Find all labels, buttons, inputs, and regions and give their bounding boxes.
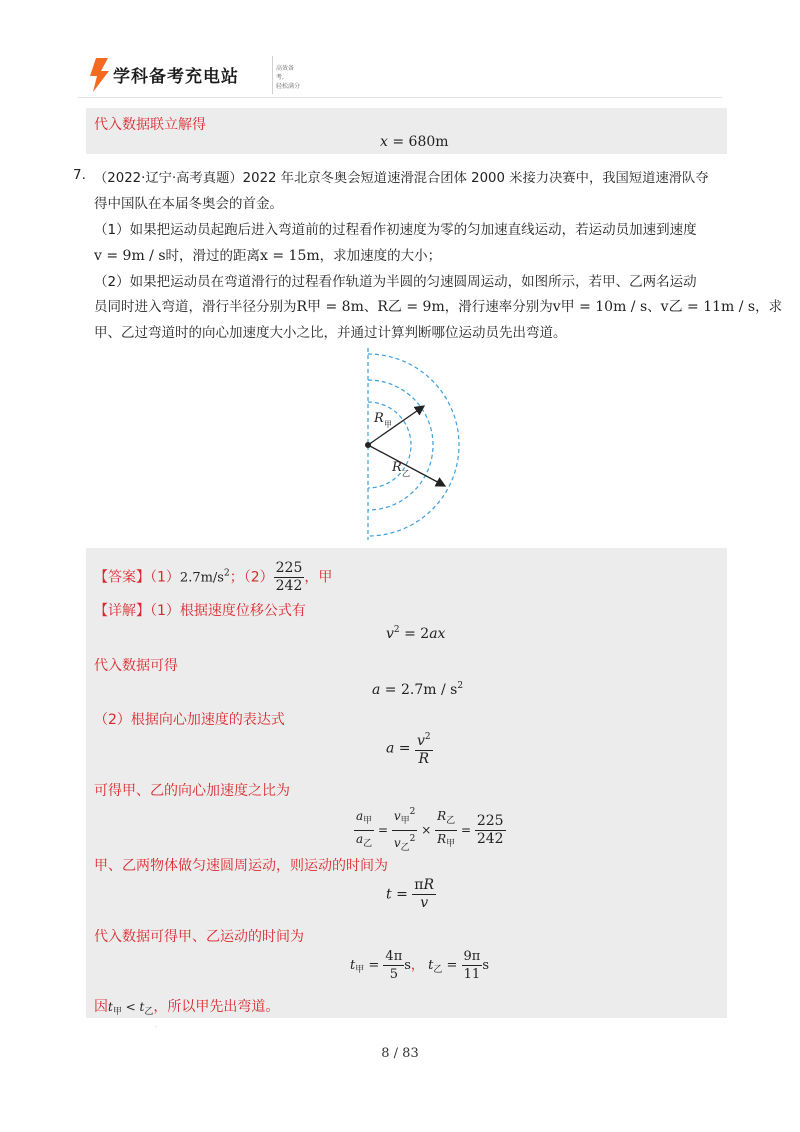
prev-solution-label: 代入数据联立解得 — [94, 117, 206, 133]
question-line1: （2022·辽宁·高考真题）2022 年北京冬奥会短道速滑混合团体 2000 米接力决赛中，我国短道速滑队夺 — [94, 171, 709, 186]
detail-conclusion: 因$t_甲 < t_乙$，所以甲先出弯道。 — [94, 999, 280, 1017]
equation-acceleration: $a = 2.7m / s^2$ — [372, 681, 464, 698]
detail-step2: 代入数据可得 — [94, 658, 178, 674]
prev-solution-equation: x = 680m — [380, 134, 449, 150]
detail-step4: 可得甲、乙的向心加速度之比为 — [94, 783, 290, 799]
part2-line2: 员同时进入弯道，滑行半径分别为R甲 = 8m、R乙 = 9m，滑行速率分别为v甲 = 10m / s、v乙 = 11m / s，求 — [94, 299, 783, 315]
equation-velocity-displacement: $v^2 = 2ax$ — [386, 625, 446, 642]
svg-text:乙: 乙 — [402, 469, 410, 478]
label-r-yi: R — [392, 460, 402, 475]
part2-line1: （2）如果把运动员在弯道滑行的过程看作轨道为半圆的匀速圆周运动，如图所示，若甲、乙两名运动 — [94, 274, 697, 290]
equation-centripetal: a = $\frac{v^2}{R}$ — [386, 729, 433, 768]
label-r-jia: R — [374, 411, 384, 426]
equation-time: t = $\frac{\pi R}{v}$ — [386, 877, 435, 911]
middle-arc — [368, 380, 433, 510]
equation-ratio: $\frac{a_甲}{a_乙}$ = $\frac{v_甲^2}{v_乙^2}$ × $\frac{R_乙}{R_甲}$ = $\frac{225}{242}$ — [354, 804, 506, 857]
detail-step5: 甲、乙两物体做匀速圆周运动，则运动的时间为 — [94, 858, 388, 874]
detail-step1: 【详解】（1）根据速度位移公式有 — [94, 603, 306, 619]
question-number: 7. — [73, 167, 86, 183]
answer-line: 【答案】$(1)2.7m/s^2$；（2） $\frac{225}{242}$ ，甲 — [94, 560, 333, 594]
curve-diagram — [330, 340, 470, 545]
corner-mark-bottom: · — [155, 1024, 157, 1031]
part1-line2: v = 9m / s时，滑过的距离x = 15m，求加速度的大小； — [94, 248, 442, 264]
part1-line1: （1）如果把运动员起跑后进入弯道前的过程看作初速度为零的匀加速直线运动，若运动员加速到速度 — [94, 222, 697, 238]
question-line2: 得中国队在本届冬奥会的首金。 — [94, 196, 283, 212]
page-number: 8 / 83 — [381, 1046, 419, 1061]
header-rule — [78, 97, 722, 98]
part2-line3: 甲、乙过弯道时的向心加速度大小之比，并通过计算判断哪位运动员先出弯道。 — [94, 325, 567, 341]
radius-yi-arrow — [368, 445, 445, 486]
equation-times: $t_甲$ = $\frac{4\pi}{5}$ s， $t_乙$ = $\frac{9\pi}{11}$ s — [350, 949, 489, 982]
header-divider — [272, 56, 273, 94]
center-point — [365, 442, 371, 448]
bolt-icon — [88, 58, 110, 92]
detail-step6: 代入数据可得甲、乙运动的时间为 — [94, 929, 304, 945]
brand-slogan: 高效备考, 轻松满分 — [276, 65, 301, 90]
detail-step3: （2）根据向心加速度的表达式 — [94, 712, 285, 728]
brand-name: 学科备考充电站 — [113, 67, 239, 87]
svg-text:甲: 甲 — [384, 420, 392, 429]
